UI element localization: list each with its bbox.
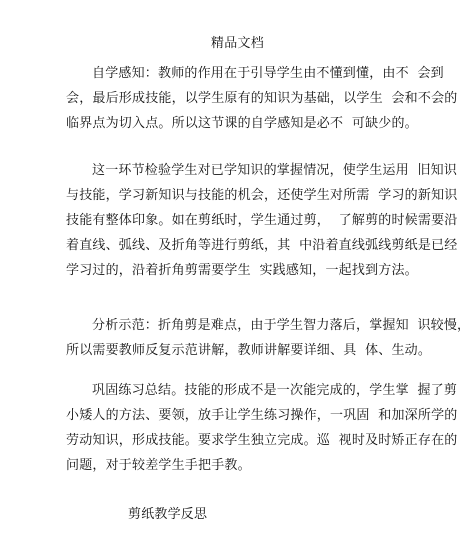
paragraph-line: 问题，对于较差学生手把手教。 xyxy=(66,458,251,473)
paragraph-line: 巩固练习总结。技能的形成不是一次能完成的，学生掌 握了剪 xyxy=(66,383,458,398)
paragraph-line: 临界点为切入点。所以这节课的自学感知是必不 可缺少的。 xyxy=(66,116,418,131)
paragraph-review xyxy=(66,158,458,283)
section-title-reflection: 剪纸教学反思 xyxy=(128,507,208,522)
paragraph-line: 着直线、弧线、及折角等进行剪纸，其 中沿着直线弧线剪纸是已经 xyxy=(66,238,458,253)
paragraph-line: 小矮人的方法、要领，放手让学生练习操作，一巩固 和加深所学的 xyxy=(66,408,458,423)
paragraph-line: 与技能，学习新知识与技能的机会，还使学生对所需 学习的新知识 xyxy=(66,188,458,203)
page-header: 精品文档 xyxy=(210,36,265,51)
paragraph-line: 学习过的，沿着折角剪需要学生 实践感知，一起找到方法。 xyxy=(66,263,418,278)
paragraph-line: 所以需要教师反复示范讲解，教师讲解要详细、具 体、生动。 xyxy=(66,343,432,358)
paragraph-line: 会，最后形成技能，以学生原有的知识为基础，以学生 会和不会的 xyxy=(66,91,458,106)
paragraph-demonstration xyxy=(66,313,471,363)
paragraph-self-study xyxy=(66,61,458,136)
paragraph-line: 自学感知：教师的作用在于引导学生由不懂到懂，由不 会到 xyxy=(66,66,444,81)
paragraph-line: 分析示范：折角剪是难点，由于学生智力落后，掌握知 识较慢， xyxy=(66,318,471,333)
paragraph-practice-summary xyxy=(66,378,458,478)
paragraph-line: 技能有整体印象。如在剪纸时，学生通过剪， 了解剪的时候需要沿 xyxy=(66,213,458,228)
paragraph-line: 这一环节检验学生对已学知识的掌握情况，使学生运用 旧知识 xyxy=(66,163,458,178)
paragraph-line: 劳动知识，形成技能。要求学生独立完成。巡 视时及时矫正存在的 xyxy=(66,433,458,448)
